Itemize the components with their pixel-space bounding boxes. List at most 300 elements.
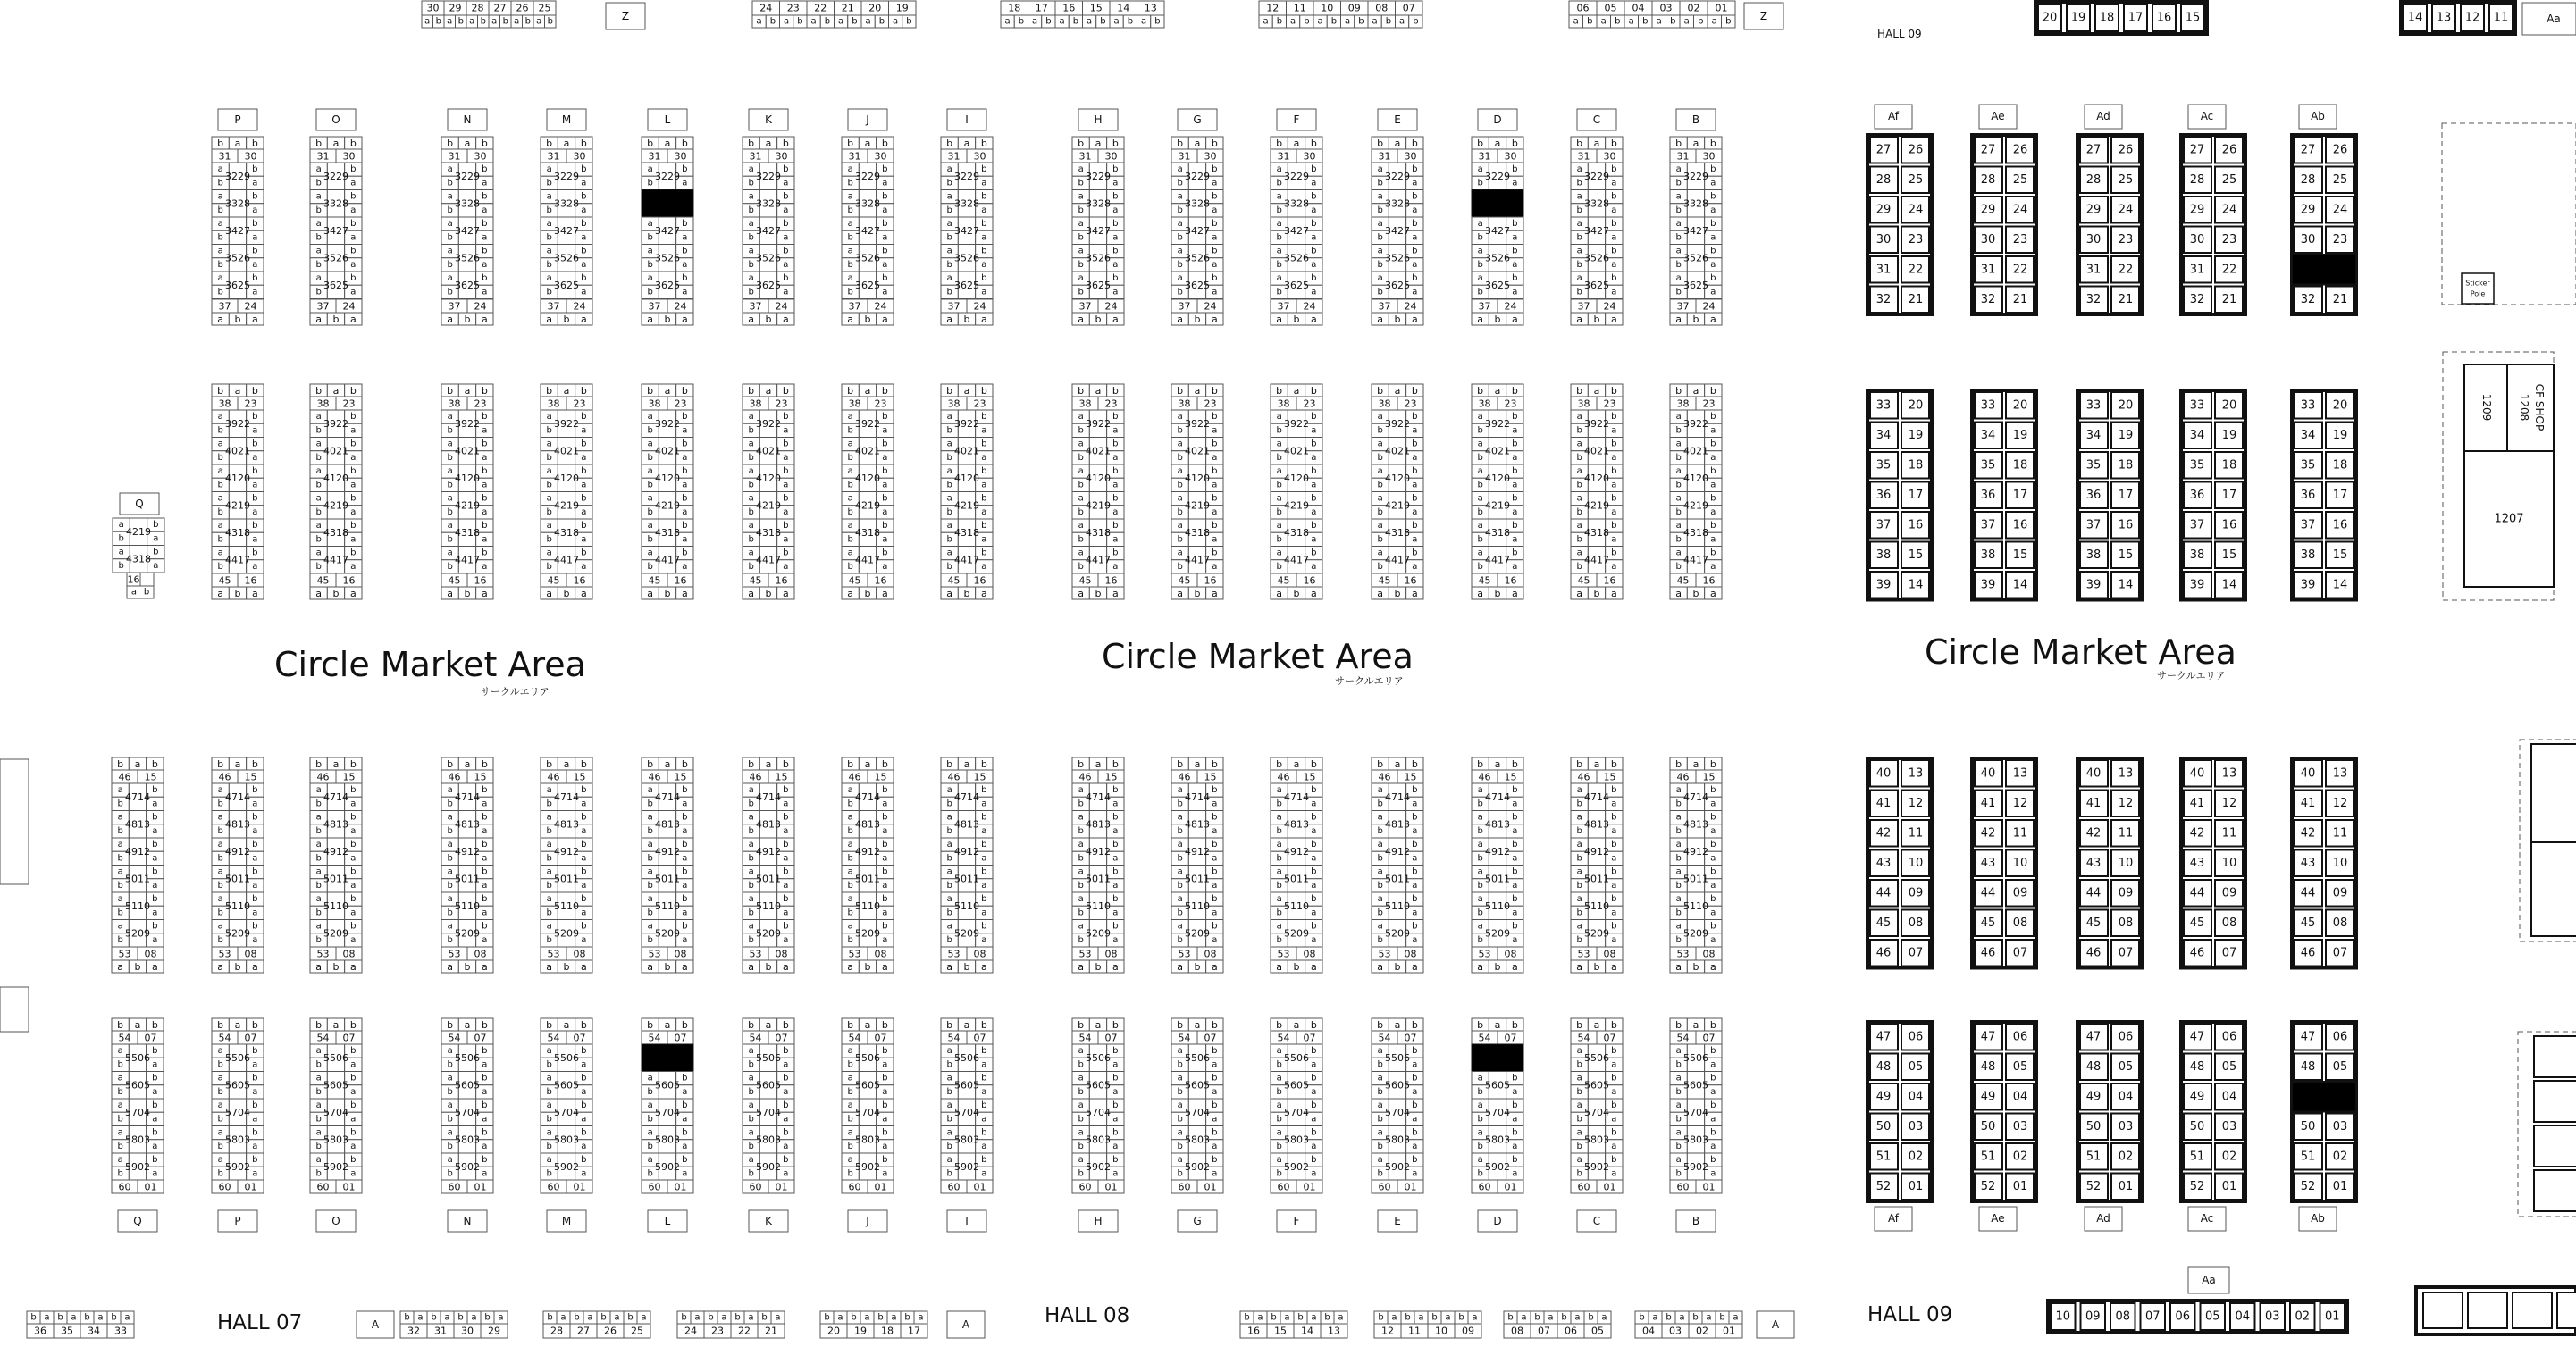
- booth-ab: b: [882, 1155, 887, 1165]
- booth-ab-row-label: a: [1395, 758, 1401, 770]
- booth-ab: b: [1177, 1142, 1182, 1151]
- booth-number: 5704: [1086, 1107, 1111, 1118]
- booth-ab: b: [1377, 1059, 1382, 1069]
- booth-number: 3922: [323, 418, 348, 430]
- booth-ab: b: [1377, 507, 1382, 517]
- booth-number: 4120: [1284, 473, 1309, 484]
- hall09-booth-number: 04: [2119, 1090, 2134, 1103]
- booth-ab: b: [1112, 1100, 1118, 1110]
- booth-ab-row-label: b: [235, 314, 241, 325]
- booth-ab-row-label: b: [1710, 385, 1716, 397]
- booth-ab-row-label: b: [1276, 138, 1282, 149]
- booth-ab-row-label: b: [783, 758, 789, 770]
- booth-ab: b: [546, 853, 551, 863]
- booth-num-row-label: 07: [145, 1033, 157, 1044]
- booth-ab: b: [647, 178, 652, 188]
- booth-num-row-label: 53: [449, 949, 461, 960]
- booth-ab-row-label: b: [235, 961, 241, 973]
- booth-ab-row-label: b: [1412, 385, 1418, 397]
- booth-ab: a: [1611, 826, 1616, 836]
- booth-ab: b: [847, 935, 852, 945]
- booth-number: 4912: [1584, 846, 1609, 858]
- booth-ab: a: [1112, 1114, 1118, 1124]
- booth-ab: b: [682, 273, 687, 283]
- booth-ab-row-label: b: [1078, 758, 1084, 770]
- booth-ab: b: [1675, 1087, 1681, 1097]
- booth-ab: a: [1212, 507, 1217, 517]
- booth-ab: b: [783, 164, 788, 174]
- booth-number: 4813: [1284, 818, 1309, 830]
- booth-ab-row-label: a: [748, 314, 754, 325]
- booth-ab-row-label: b: [1477, 138, 1483, 149]
- booth-ab: b: [144, 588, 149, 598]
- booth-num-row-label: 37: [1578, 301, 1590, 313]
- booth-ab: b: [1412, 494, 1417, 504]
- booth-ab-row-label: a: [1395, 385, 1401, 397]
- booth-ab: a: [581, 425, 586, 435]
- booth-ab-row-label: a: [1177, 314, 1183, 325]
- hall09-booth-number: 45: [1876, 916, 1892, 930]
- booth-num-row-label: 37: [1079, 301, 1092, 313]
- booth-ab: b: [1611, 840, 1616, 849]
- booth-number: 5011: [455, 873, 480, 884]
- booth-ab: b: [1112, 412, 1118, 422]
- booth-num-row-label: 15: [1405, 772, 1417, 783]
- booth-number: 3427: [1485, 225, 1510, 237]
- booth-num-row-label: 53: [119, 949, 131, 960]
- booth-ab: b: [546, 799, 551, 808]
- booth-ab-row-label: a: [217, 961, 223, 973]
- booth-number: 5011: [756, 873, 781, 884]
- booth-ab: a: [448, 1100, 453, 1110]
- booth-ab: b: [1675, 205, 1681, 215]
- booth-ab: a: [1412, 826, 1417, 836]
- booth-num-row-label: 53: [1379, 949, 1391, 960]
- booth-ab-row-label: b: [217, 1019, 223, 1031]
- booth-ab: a: [1178, 273, 1183, 283]
- booth-ab-row-label: b: [1693, 961, 1699, 973]
- booth-ab: b: [315, 507, 321, 517]
- booth-ab: a: [1412, 799, 1417, 808]
- booth-ab: b: [1311, 867, 1316, 877]
- booth-ab: b: [946, 534, 952, 544]
- booth-num-row-label: 15: [875, 772, 887, 783]
- booth-num-row-label: 23: [974, 398, 986, 410]
- hall09-booth-number: 27: [1876, 143, 1892, 156]
- booth-number: 5209: [225, 927, 250, 939]
- booth-ab: a: [1212, 425, 1217, 435]
- booth-ab: b: [1412, 548, 1417, 558]
- booth-ab: b: [946, 1059, 952, 1069]
- booth-num-row-label: 53: [548, 949, 560, 960]
- booth-ab-row-label: b: [1095, 961, 1102, 973]
- booth-ab: a: [1378, 494, 1383, 504]
- booth-ab: a: [1512, 480, 1517, 489]
- booth-ab: b: [1177, 425, 1182, 435]
- booth-ab: a: [1311, 453, 1316, 463]
- booth-ab: a: [1078, 1128, 1084, 1138]
- booth-ab: a: [1611, 853, 1616, 863]
- booth-ab: a: [316, 192, 322, 202]
- booth-ab-row-label: b: [1594, 961, 1600, 973]
- booth-ab: b: [217, 260, 222, 270]
- booth-number: 5605: [554, 1079, 579, 1091]
- booth-ab: a: [1512, 799, 1517, 808]
- booth-ab-row-label: b: [1276, 385, 1282, 397]
- booth-ab-row-label: b: [1710, 1019, 1716, 1031]
- booth-ab: a: [547, 813, 552, 823]
- booth-ab: b: [1177, 908, 1182, 917]
- block-label: C: [1593, 113, 1600, 126]
- booth-number: 3427: [855, 225, 880, 237]
- booth-ab-row-label: a: [581, 314, 587, 325]
- booth-ab: a: [1178, 466, 1183, 476]
- booth-ab: a: [1112, 425, 1118, 435]
- booth-ab: b: [315, 908, 321, 917]
- booth-ab: b: [546, 205, 551, 215]
- booth-ab: b: [252, 785, 257, 795]
- booth-ab: b: [981, 192, 986, 202]
- booth-number: 3328: [756, 197, 781, 209]
- booth-ab: a: [1277, 867, 1282, 877]
- booth-ab-row-label: a: [564, 758, 570, 770]
- booth-ab: b: [315, 534, 321, 544]
- booth-ab: b: [1512, 247, 1517, 256]
- booth-ab: a: [882, 453, 887, 463]
- booth-number: 5011: [1185, 873, 1210, 884]
- booth-ab: b: [1311, 1046, 1316, 1056]
- booth-ab: a: [981, 935, 986, 945]
- booth-num-row-label: 54: [1278, 1033, 1290, 1044]
- booth-ab: b: [1477, 1168, 1482, 1178]
- booth-ab: b: [447, 826, 452, 836]
- booth-ab: a: [1710, 1114, 1716, 1124]
- booth-ab-row-label: a: [1377, 588, 1383, 599]
- booth-ab: a: [1478, 785, 1483, 795]
- hall09-booth-number: 25: [2222, 173, 2237, 187]
- booth-ab: a: [1412, 1114, 1417, 1124]
- booth-ab: a: [682, 480, 687, 489]
- booth-ab: a: [581, 1059, 586, 1069]
- booth-number: 5704: [655, 1107, 680, 1118]
- booth-ab: a: [1277, 247, 1282, 256]
- booth-ab: b: [1377, 232, 1382, 242]
- booth-ab: a: [448, 192, 453, 202]
- booth-ab: b: [1112, 164, 1118, 174]
- booth-num-row-label: 37: [317, 301, 330, 313]
- booth-ab: a: [1311, 562, 1316, 572]
- booth-num-row-label: 45: [1677, 575, 1690, 587]
- booth-ab: a: [119, 548, 124, 557]
- booth-ab: a: [1710, 881, 1716, 891]
- booth-num-row-label: 60: [119, 1182, 131, 1193]
- booth-ab: a: [218, 813, 223, 823]
- hall09-booth-number: 14: [2119, 578, 2134, 591]
- hall09-booth-number: 28: [1876, 173, 1892, 187]
- booth-number: 4912: [1086, 846, 1111, 858]
- booth-number: 5110: [756, 900, 781, 912]
- booth-ab: b: [783, 922, 788, 932]
- booth-number: 3625: [1185, 280, 1210, 291]
- booth-ab: a: [1478, 548, 1483, 558]
- booth-ab: a: [1311, 935, 1316, 945]
- booth-ab: a: [547, 247, 552, 256]
- booth-ab: a: [1212, 881, 1217, 891]
- booth-ab: b: [546, 1168, 551, 1178]
- booth-ab: b: [1276, 1114, 1281, 1124]
- booth-ab-row-label: a: [1594, 1019, 1600, 1031]
- booth-ab: a: [981, 799, 986, 808]
- booth-number: 5605: [954, 1079, 979, 1091]
- booth-num-row-label: 46: [219, 772, 231, 783]
- hall09-booth-number: 41: [1981, 797, 1996, 810]
- booth-number: 3328: [1385, 197, 1410, 209]
- hall09-booth-number: 51: [1981, 1150, 1996, 1163]
- booth-ab: a: [547, 785, 552, 795]
- booth-ab: b: [482, 922, 487, 932]
- booth-ab: b: [647, 453, 652, 463]
- booth-ab: b: [647, 908, 652, 917]
- booth-number: 5803: [655, 1134, 680, 1145]
- booth-number: 4813: [1584, 818, 1609, 830]
- hall09-booth-number: 47: [2086, 1030, 2102, 1043]
- booth-ab: b: [482, 466, 487, 476]
- booth-number: 5506: [1086, 1052, 1111, 1064]
- booth-ab: a: [749, 894, 754, 904]
- booth-ab: a: [783, 507, 788, 517]
- booth-ab: b: [647, 935, 652, 945]
- booth-ab: b: [748, 935, 753, 945]
- booth-num-row-label: 45: [449, 575, 461, 587]
- booth-ab: b: [350, 494, 356, 504]
- hall09-booth-number: 15: [2222, 548, 2237, 562]
- booth-ab-row-label: b: [581, 138, 587, 149]
- booth-number: 3922: [855, 418, 880, 430]
- booth-ab: a: [1078, 922, 1084, 932]
- booth-ab-row-label: a: [766, 758, 772, 770]
- booth-ab: a: [1676, 219, 1682, 229]
- booth-ab-row-label: a: [135, 758, 141, 770]
- booth-number: 5209: [1284, 927, 1309, 939]
- block-label: G: [1193, 1215, 1201, 1227]
- booth-num-row-label: 15: [1703, 772, 1716, 783]
- booth-number: 4021: [225, 445, 250, 456]
- booth-ab: a: [749, 219, 754, 229]
- booth-ab: a: [682, 534, 687, 544]
- booth-ab: b: [350, 1128, 356, 1138]
- booth-ab: a: [981, 562, 986, 572]
- booth-ab: b: [1377, 287, 1382, 297]
- booth-ab: a: [1611, 480, 1616, 489]
- booth-ab: a: [131, 588, 137, 598]
- booth-ab: a: [1676, 273, 1682, 283]
- block-label: K: [765, 1215, 773, 1227]
- booth-ab-row-label: a: [882, 588, 888, 599]
- booth-number: 5704: [1683, 1107, 1708, 1118]
- booth-number: 4318: [1385, 527, 1410, 539]
- booth-ab: a: [152, 1114, 157, 1124]
- booth-num-row-label: 08: [776, 949, 788, 960]
- booth-ab: b: [783, 412, 788, 422]
- booth-number: 5209: [323, 927, 348, 939]
- booth-ab: b: [1477, 287, 1482, 297]
- booth-number: 5902: [323, 1161, 348, 1173]
- booth-ab: a: [1710, 534, 1716, 544]
- booth-num-row-label: 23: [343, 398, 356, 410]
- booth-ab-row-label: b: [1294, 314, 1300, 325]
- booth-ab: b: [1311, 1128, 1316, 1138]
- booth-ab: a: [882, 178, 887, 188]
- booth-ab: a: [547, 922, 552, 932]
- hall09-booth-number: 13: [2013, 766, 2028, 780]
- booth-number: 5803: [554, 1134, 579, 1145]
- booth-number: 3922: [554, 418, 579, 430]
- booth-ab: b: [882, 273, 887, 283]
- booth-ab: b: [1112, 867, 1118, 877]
- booth-ab: b: [482, 1155, 487, 1165]
- booth-ab: b: [152, 813, 157, 823]
- booth-number: 3328: [1584, 197, 1609, 209]
- booth-ab: a: [1078, 813, 1084, 823]
- booth-ab: b: [581, 867, 586, 877]
- booth-num-row-label: 38: [1179, 398, 1191, 410]
- booth-ab-row-label: b: [1594, 314, 1600, 325]
- booth-ab: a: [848, 219, 853, 229]
- booth-number: 3229: [655, 171, 680, 182]
- booth-ab: a: [848, 894, 853, 904]
- booth-ab: a: [1710, 232, 1716, 242]
- booth-number: 5704: [225, 1107, 250, 1118]
- booth-num-row-label: 24: [776, 301, 788, 313]
- booth-ab: a: [882, 480, 887, 489]
- booth-ab: a: [1412, 507, 1417, 517]
- booth-num-row-label: 54: [1578, 1033, 1590, 1044]
- booth-ab: a: [1378, 813, 1383, 823]
- booth-number: 3526: [1086, 252, 1111, 264]
- booth-ab: a: [1078, 548, 1084, 558]
- booth-num-row-label: 31: [1379, 151, 1391, 163]
- booth-ab-row-label: b: [1311, 385, 1317, 397]
- booth-num-row-label: 45: [849, 575, 861, 587]
- booth-number: 4219: [455, 499, 480, 511]
- booth-ab: a: [1378, 1074, 1383, 1083]
- booth-ab: b: [1576, 562, 1582, 572]
- booth-ab-row-label: b: [1611, 1019, 1617, 1031]
- booth-num-row-label: 16: [776, 575, 788, 587]
- booth-number: 5803: [1584, 1134, 1609, 1145]
- booth-ab-row-label: a: [865, 1019, 871, 1031]
- booth-ab: a: [648, 867, 653, 877]
- booth-ab: a: [1311, 534, 1316, 544]
- booth-ab: a: [482, 1114, 487, 1124]
- booth-num-row-label: 37: [948, 301, 961, 313]
- booth-number: 4120: [855, 473, 880, 484]
- booth-ab: a: [581, 881, 586, 891]
- booth-ab: a: [1112, 1168, 1118, 1178]
- booth-ab: a: [1478, 1128, 1483, 1138]
- booth-ab-row-label: a: [1195, 385, 1201, 397]
- booth-ab: b: [1576, 287, 1582, 297]
- hall09-booth-number: 33: [2086, 398, 2102, 412]
- booth-number: 3427: [554, 225, 579, 237]
- booth-number: 4318: [756, 527, 781, 539]
- hall09-booth-number: 21: [2013, 293, 2028, 306]
- booth-ab: a: [482, 260, 487, 270]
- booth-ab-row-label: b: [1078, 1019, 1084, 1031]
- booth-ab: a: [350, 534, 356, 544]
- booth-ab: a: [1710, 853, 1716, 863]
- hall09-booth-number: 09: [2013, 886, 2028, 899]
- booth-num-row: [140, 573, 154, 586]
- booth-ab: a: [448, 548, 453, 558]
- booth-num-row-label: 15: [974, 772, 986, 783]
- booth-ab: a: [783, 232, 788, 242]
- hall09-booth-number: 31: [2190, 263, 2205, 276]
- booth-ab-row-label: b: [981, 1019, 987, 1031]
- hall09-booth-number: 39: [1981, 578, 1996, 591]
- booth-ab-row-label: a: [1276, 588, 1282, 599]
- booth-ab: a: [848, 521, 853, 531]
- booth-num-row-label: 16: [474, 575, 487, 587]
- booth-ab: b: [118, 561, 123, 571]
- booth-ab-row-label: b: [981, 758, 987, 770]
- booth-num-row-label: 45: [750, 575, 762, 587]
- booth-ab: a: [1478, 439, 1483, 449]
- booth-ab: b: [1576, 1142, 1582, 1151]
- booth-ab-row-label: b: [1675, 385, 1682, 397]
- hall09-booth-number: 34: [1981, 429, 1996, 442]
- booth-ab: a: [1676, 521, 1682, 531]
- booth-ab: a: [1412, 232, 1417, 242]
- block-label: J: [865, 1215, 869, 1227]
- booth-num-row-label: 01: [1105, 1182, 1118, 1193]
- booth-ab: a: [1478, 466, 1483, 476]
- booth-number: 5605: [1086, 1079, 1111, 1091]
- booth-number: 4912: [225, 846, 250, 858]
- booth-ab: b: [1477, 799, 1482, 808]
- booth-ab-row-label: a: [783, 961, 789, 973]
- booth-ab: a: [783, 562, 788, 572]
- hall09-booth-number: 31: [2086, 263, 2102, 276]
- booth-ab: a: [1710, 1168, 1716, 1178]
- booth-num-row-label: 54: [1179, 1033, 1191, 1044]
- booth-ab: b: [946, 1114, 952, 1124]
- booth-ab: a: [1112, 1142, 1118, 1151]
- booth-ab: b: [482, 840, 487, 849]
- booth-ab: a: [1112, 853, 1118, 863]
- booth-number: 4318: [455, 527, 480, 539]
- booth-ab: b: [847, 853, 852, 863]
- booth-ab: a: [1378, 840, 1383, 849]
- booth-num-row-label: 24: [1405, 301, 1417, 313]
- booth-ab: a: [218, 894, 223, 904]
- booth-ab: b: [1412, 192, 1417, 202]
- booth-ab: b: [1177, 232, 1182, 242]
- booth-ab: b: [748, 507, 753, 517]
- booth-ab: a: [1478, 164, 1483, 174]
- booth-ab: a: [482, 534, 487, 544]
- booth-ab: b: [350, 1155, 356, 1165]
- booth-ab: b: [1276, 425, 1281, 435]
- booth-ab-row-label: a: [1710, 314, 1716, 325]
- hall09-booth-number: 13: [2119, 766, 2134, 780]
- booth-ab: b: [1377, 178, 1382, 188]
- booth-ab: a: [1412, 1168, 1417, 1178]
- booth-ab: a: [1277, 1074, 1282, 1083]
- booth-ab: a: [316, 867, 322, 877]
- booth-ab-row-label: b: [1495, 314, 1501, 325]
- booth-ab-row-label: a: [1611, 588, 1617, 599]
